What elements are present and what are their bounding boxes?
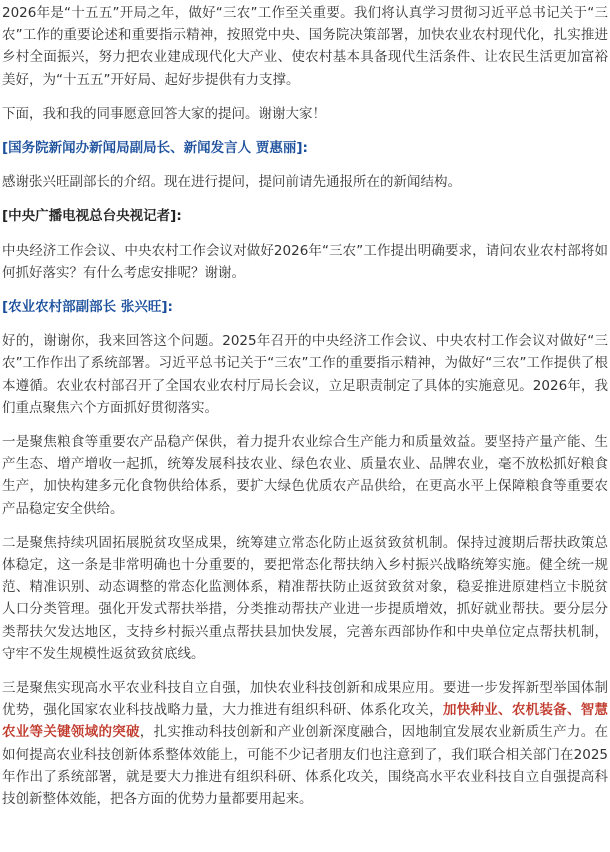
answer-paragraph-point-3 xyxy=(2,677,608,810)
host-remark: 感谢张兴旺副部长的介绍。现在进行提问，提问前请先通报所在的新闻结构。 xyxy=(2,174,461,191)
reporter-question: 中央经济工作会议、中央农村工作会议对做好2026年“三农”工作提出明确要求，请问农业农村部将如何抓好落实？有什么考虑安排呢？谢谢。 xyxy=(2,242,608,281)
answer-paragraph-point-2: 二是聚焦持续巩固拓展脱贫攻坚成果，统筹建立常态化防止返贫致贫机制。保持过渡期后帮扶政策总体稳定，这一条是非常明确也十分重要的，要把常态化帮扶纳入乡村振兴战略统筹实施。健全统一规范、精准识别、动态调整的常态化监测体系，精准帮扶防止返贫致贫对象，稳妥推进原建档立卡脱贫人口分类管理。强化开发式帮扶举措，分类推动帮扶产业进一步提质增效，抓好就业帮扶。要分层分类帮扶欠发达地区，支持乡村振兴重点帮扶县加快发展，完善东西部协作和中央单位定点帮扶机制，守牢不发生规模性返贫致贫底线。 xyxy=(2,534,608,662)
intro-paragraph: 2026年是“十五五”开局之年，做好“三农”工作至关重要。我们将认真学习贯彻习近平总书记关于“三农”工作的重要论述和重要指示精神，按照党中央、国务院决策部署，加快农业农村现代化，扎实推进乡村全面振兴，努力把农业建成现代化大产业、使农村基本具备现代生活条件、让农民生活更加富裕美好，为“十五五”开好局、起好步提供有力支撑。 xyxy=(2,5,608,88)
answer-paragraph-point-1: 一是聚焦粮食等重要农产品稳产保供，着力提升农业综合生产能力和质量效益。要坚持产量产能、生产生态、增产增收一起抓，统筹发展科技农业、绿色农业、质量农业、品牌农业，毫不放松抓好粮食生产，加快构建多元化食物供给体系，要扩大绿色优质农产品供给，在更高水平上保障粮食等重要农产品稳定安全供给。 xyxy=(2,434,608,517)
speaker-label-host: [国务院新闻办新闻局副局长、新闻发言人 贾惠丽]: xyxy=(2,140,308,157)
point-3-text-before: 三是聚焦实现高水平农业科技自立自强，加快农业科技创新和成果应用。要进一步发挥新型举国体制优势，强化国家农业科技战略力量，大力推进有组织科研、体系化攻关， xyxy=(2,680,608,719)
closing-remark: 下面，我和我的同事愿意回答大家的提问。谢谢大家！ xyxy=(2,105,326,122)
speaker-label-reporter: [中央广播电视总台央视记者]: xyxy=(2,208,182,225)
speaker-label-vice-minister: [农业农村部副部长 张兴旺]: xyxy=(2,299,173,316)
answer-paragraph-intro: 好的，谢谢你，我来回答这个问题。2025年召开的中央经济工作会议、中央农村工作会议对做好“三农”工作作出了系统部署。习近平总书记关于“三农”工作的重要指示精神，为做好“三农”工作提供了根本遵循。农业农村部召开了全国农业农村厅局长会议，立足职责制定了具体的实施意见。2026年，我们重点聚焦六个方面抓好贯彻落实。 xyxy=(2,333,608,416)
point-3-text-after: ，扎实推动科技创新和产业创新深度融合，因地制宜发展农业新质生产力。在如何提高农业科技创新体系整体效能上，可能不少记者朋友们也注意到了，我们联合相关部门在2025年作出了系统部署，就是要大力推进有组织科研、体系化攻关，围绕高水平农业科技自立自强提高科技创新整体效能，把各方面的优势力量都要用起来。 xyxy=(2,724,609,808)
point-3-highlight: 加快种业、农机装备、智慧农业等关键领域的突破 xyxy=(2,702,609,741)
